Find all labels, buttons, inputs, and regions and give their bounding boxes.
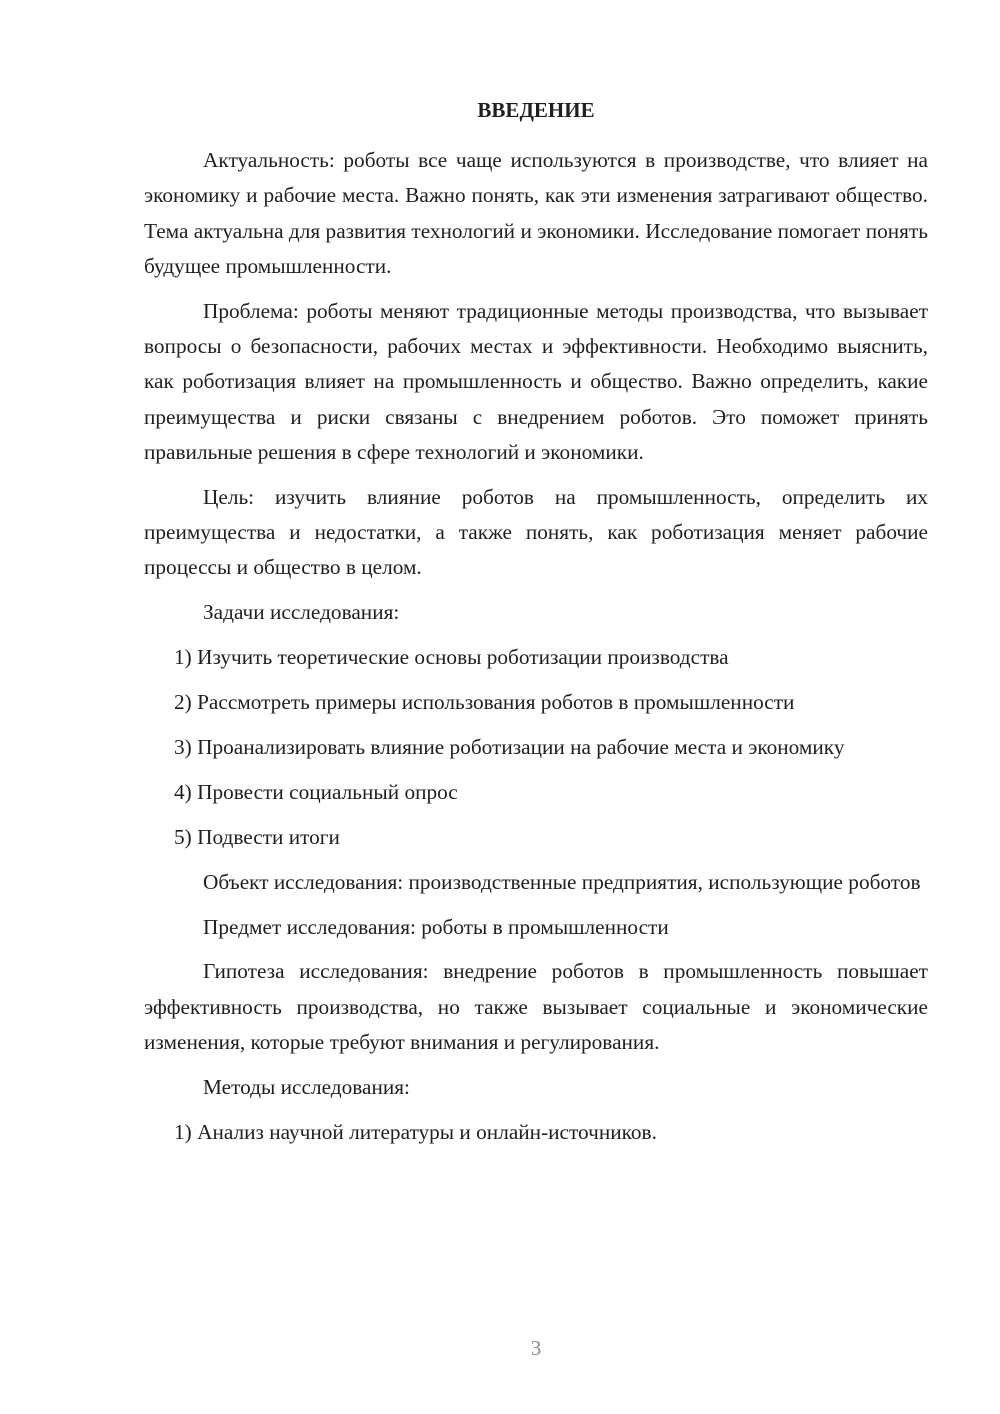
method-item: 1) Анализ научной литературы и онлайн-источников. bbox=[174, 1119, 657, 1144]
paragraph-goal: Цель: изучить влияние роботов на промышленность, определить их преимущества и недостатки, а также понять, как роботизация меняет рабочие процессы и общество в целом. bbox=[144, 484, 928, 580]
document-body bbox=[144, 143, 928, 1160]
task-item: 2) Рассмотреть примеры использования роботов в промышленности bbox=[174, 690, 795, 715]
task-item: 5) Подвести итоги bbox=[174, 824, 340, 849]
paragraph-methods-heading: Методы исследования: bbox=[203, 1074, 410, 1099]
paragraph-problem: Проблема: роботы меняют традиционные методы производства, что вызывает вопросы о безопасности, рабочих местах и эффективности. Необходимо выяснить, как роботизация влияет на промышленность и общество. Важно определить, какие преимущества и риски связаны с внедрением роботов. Это поможет принять правильные решения в сфере технологий и экономики. bbox=[144, 298, 928, 464]
task-item: 3) Проанализировать влияние роботизации на рабочие места и экономику bbox=[174, 735, 845, 760]
page-number: 3 bbox=[530, 1336, 542, 1360]
task-item: 4) Провести социальный опрос bbox=[174, 779, 458, 804]
paragraph-subject: Предмет исследования: роботы в промышленности bbox=[203, 914, 669, 939]
paragraph-hypothesis: Гипотеза исследования: внедрение роботов в промышленность повышает эффективность производства, но также вызывает социальные и экономические изменения, которые требуют внимания и регулирования. bbox=[144, 959, 928, 1055]
paragraph-relevance: Актуальность: роботы все чаще используются в производстве, что влияет на экономику и рабочие места. Важно понять, как эти изменения затрагивают общество. Тема актуальна для развития технологий и экономики. Исследование помогает понять будущее промышленности. bbox=[144, 148, 928, 278]
task-item: 1) Изучить теоретические основы роботизации производства bbox=[174, 645, 729, 670]
section-title: ВВЕДЕНИЕ bbox=[477, 98, 595, 122]
paragraph-tasks-heading: Задачи исследования: bbox=[203, 600, 400, 625]
paragraph-object: Объект исследования: производственные предприятия, использующие роботов bbox=[203, 869, 921, 894]
document-page bbox=[144, 0, 928, 1414]
